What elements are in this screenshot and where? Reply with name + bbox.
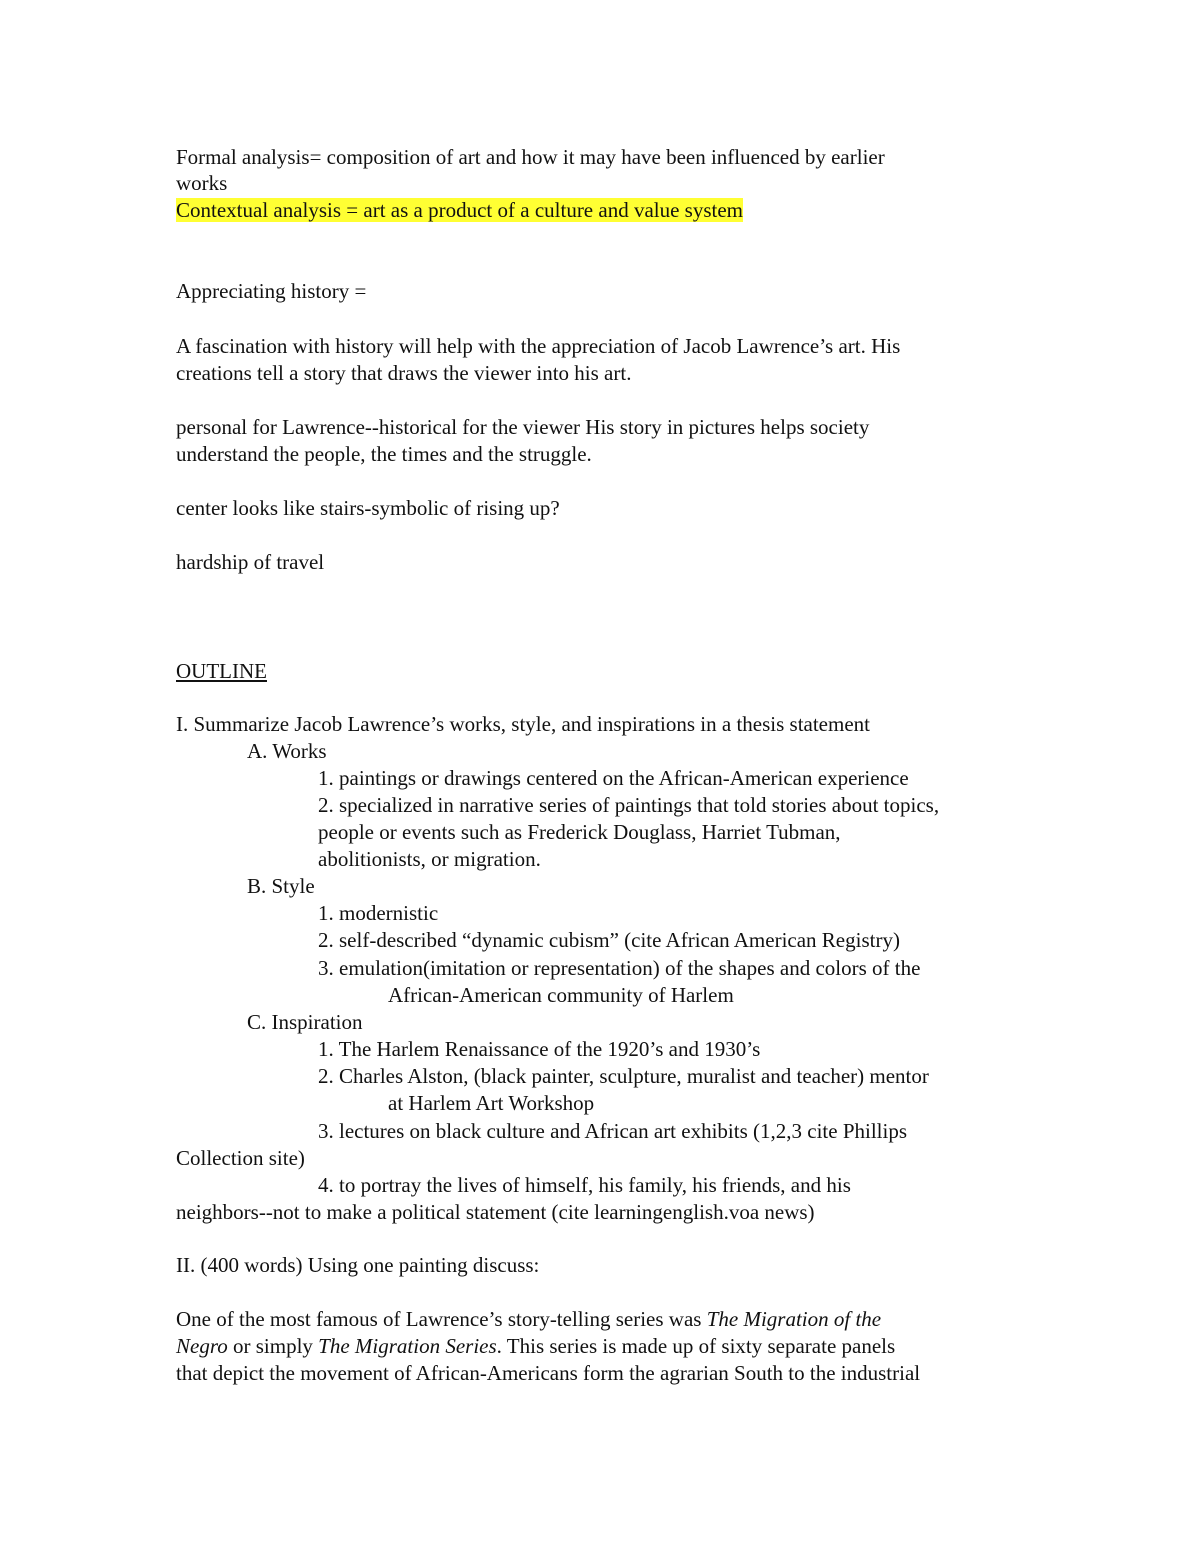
contextual-highlight: Contextual analysis = art as a product of a culture and value system: [176, 198, 744, 222]
closing-line1: [176, 1306, 881, 1333]
fascination-line1: A fascination with history will help with the appreciation of Jacob Lawrence’s art. His: [176, 334, 901, 358]
outline-a-heading: A. Works: [247, 739, 327, 763]
closing-line1-text: One of the most famous of Lawrence’s story-telling series was: [176, 1307, 707, 1331]
formal-analysis-line1: Formal analysis= composition of art and how it may have been influenced by earlier: [176, 145, 885, 169]
outline-b2: 2. self-described “dynamic cubism” (cite African American Registry): [318, 928, 900, 952]
center-stairs-note: center looks like stairs-symbolic of rising up?: [176, 496, 560, 520]
outline-c4-line2: neighbors--not to make a political statement (cite learningenglish.voa news): [176, 1200, 815, 1224]
outline-c-heading: C. Inspiration: [247, 1010, 363, 1034]
outline-c4-line1: 4. to portray the lives of himself, his family, his friends, and his: [318, 1173, 851, 1197]
personal-line1: personal for Lawrence--historical for the viewer His story in pictures helps society: [176, 415, 870, 439]
contextual-analysis-line: [176, 197, 743, 224]
outline-b3-line1: 3. emulation(imitation or representation) of the shapes and colors of the: [318, 956, 921, 980]
outline-c2-line2: at Harlem Art Workshop: [388, 1091, 595, 1115]
outline-c3-line2: Collection site): [176, 1146, 305, 1170]
migration-series-title: The Migration Series: [318, 1334, 497, 1358]
outline-c2-line1: 2. Charles Alston, (black painter, sculpture, muralist and teacher) mentor: [318, 1064, 929, 1088]
outline-b-heading: B. Style: [247, 874, 315, 898]
migration-title-part2: Negro: [176, 1334, 228, 1358]
migration-title-part1: The Migration of the: [706, 1307, 882, 1331]
closing-line3: that depict the movement of African-Americans form the agrarian South to the industrial: [176, 1361, 921, 1385]
outline-c1: 1. The Harlem Renaissance of the 1920’s and 1930’s: [318, 1037, 761, 1061]
closing-line2-end: . This series is made up of sixty separate panels: [496, 1334, 896, 1358]
outline-a2-line2: people or events such as Frederick Douglass, Harriet Tubman,: [318, 820, 841, 844]
appreciating-history: Appreciating history =: [176, 279, 367, 303]
outline-a1: 1. paintings or drawings centered on the African-American experience: [318, 766, 909, 790]
closing-line2-mid: or simply: [227, 1334, 319, 1358]
outline-a2-line1: 2. specialized in narrative series of paintings that told stories about topics,: [318, 793, 940, 817]
outline-c3-line1: 3. lectures on black culture and African art exhibits (1,2,3 cite Phillips: [318, 1119, 908, 1143]
outline-b3-line2: African-American community of Harlem: [388, 983, 734, 1007]
outline-a2-line3: abolitionists, or migration.: [318, 847, 541, 871]
fascination-line2: creations tell a story that draws the viewer into his art.: [176, 361, 632, 385]
outline-section-1: I. Summarize Jacob Lawrence’s works, style, and inspirations in a thesis statement: [176, 712, 870, 736]
personal-line2: understand the people, the times and the struggle.: [176, 442, 592, 466]
formal-analysis-line2: works: [176, 171, 228, 195]
outline-section-2: II. (400 words) Using one painting discuss:: [176, 1253, 540, 1277]
hardship-note: hardship of travel: [176, 550, 325, 574]
outline-heading: OUTLINE: [176, 659, 267, 683]
outline-b1: 1. modernistic: [318, 901, 439, 925]
closing-line2: [176, 1333, 895, 1360]
